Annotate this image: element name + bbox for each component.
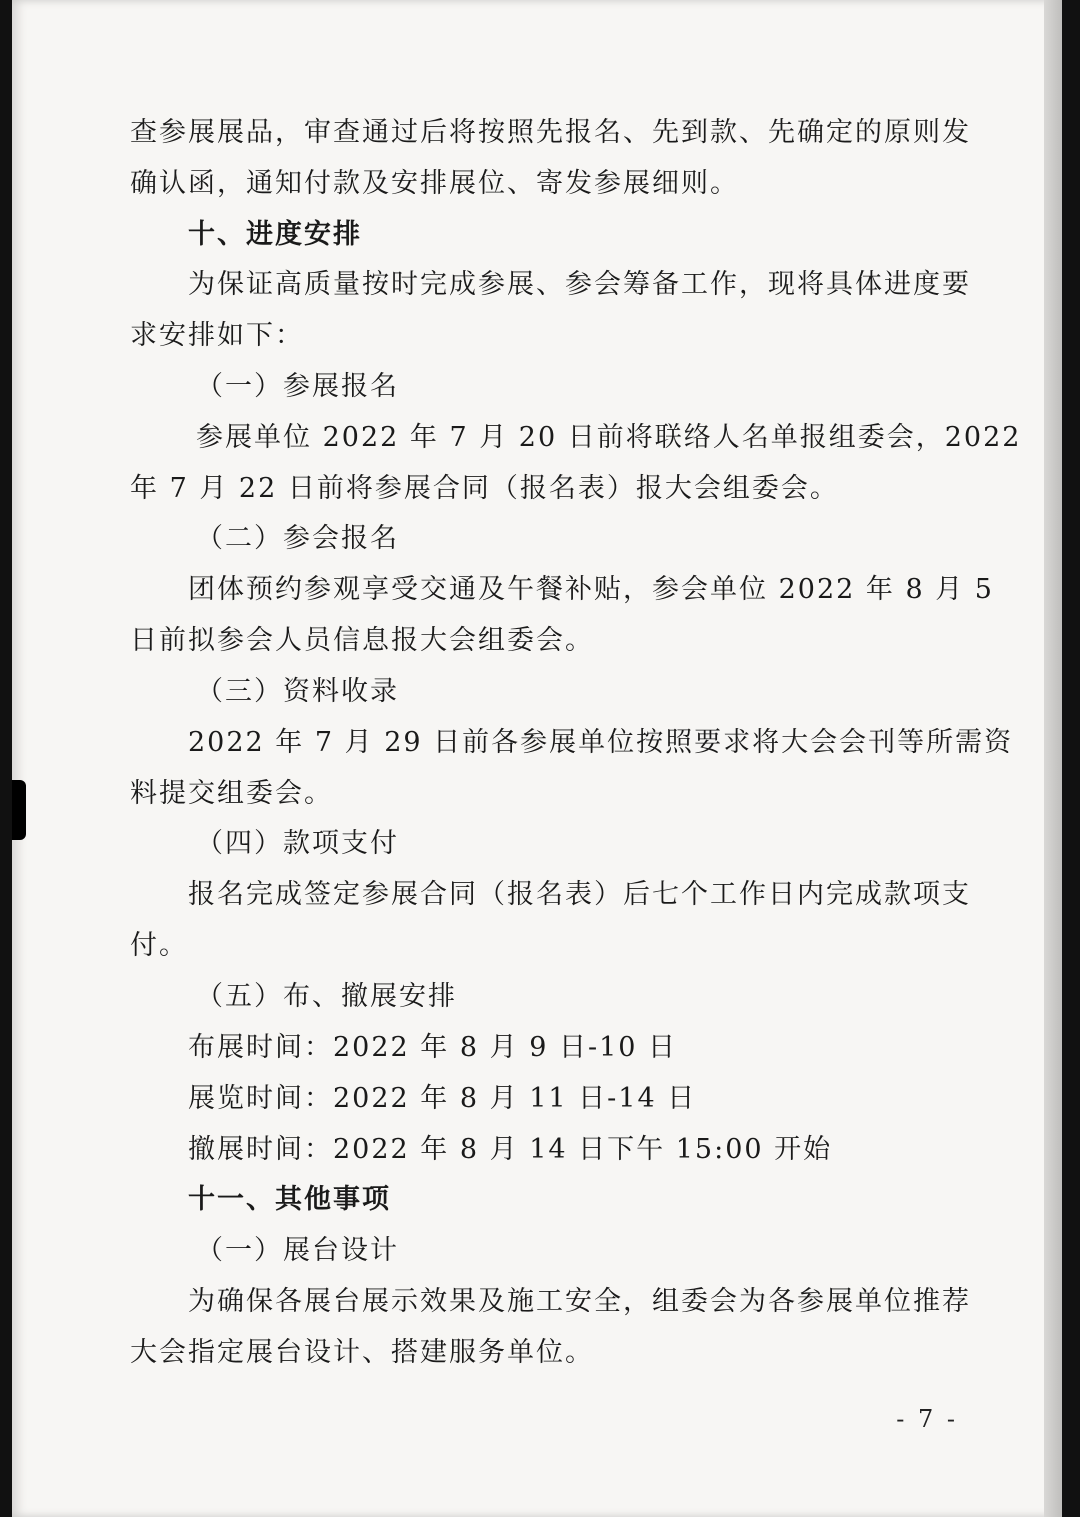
section-heading: 十一、其他事项 <box>188 1184 391 1215</box>
text-line: 付。 <box>130 930 188 961</box>
text-line: 报名完成签定参展合同（报名表）后七个工作日内完成款项支 <box>188 879 971 910</box>
schedule-line: 撤展时间：2022 年 8 月 14 日下午 15:00 开始 <box>188 1134 833 1165</box>
subsection-heading: （五）布、撤展安排 <box>196 981 457 1012</box>
text-line: 料提交组委会。 <box>130 778 333 809</box>
subsection-heading: （三）资料收录 <box>196 676 399 707</box>
text-line: 查参展展品，审查通过后将按照先报名、先到款、先确定的原则发 <box>130 117 971 148</box>
schedule-line: 展览时间：2022 年 8 月 11 日-14 日 <box>188 1083 697 1114</box>
text-line: 年 7 月 22 日前将参展合同（报名表）报大会组委会。 <box>130 473 839 504</box>
text-line: 参展单位 2022 年 7 月 20 日前将联络人名单报组委会，2022 <box>196 422 1022 453</box>
text-line: 确认函，通知付款及安排展位、寄发参展细则。 <box>130 168 739 199</box>
section-heading: 十、进度安排 <box>188 219 362 250</box>
text-line: 为保证高质量按时完成参展、参会筹备工作，现将具体进度要 <box>188 269 971 300</box>
scan-edge-mark <box>12 780 26 840</box>
page-number: - 7 - <box>896 1405 958 1433</box>
subsection-heading: （一）参展报名 <box>196 371 399 402</box>
text-line: 大会指定展台设计、搭建服务单位。 <box>130 1337 594 1368</box>
text-line: 为确保各展台展示效果及施工安全，组委会为各参展单位推荐 <box>188 1286 971 1317</box>
schedule-line: 布展时间：2022 年 8 月 9 日-10 日 <box>188 1032 678 1063</box>
subsection-heading: （一）展台设计 <box>196 1235 399 1266</box>
text-line: 2022 年 7 月 29 日前各参展单位按照要求将大会会刊等所需资 <box>188 727 1014 758</box>
page-edge-shadow <box>1044 0 1062 1517</box>
text-line: 团体预约参观享受交通及午餐补贴，参会单位 2022 年 8 月 5 <box>188 574 994 605</box>
text-line: 求安排如下： <box>130 320 304 351</box>
subsection-heading: （四）款项支付 <box>196 828 399 859</box>
subsection-heading: （二）参会报名 <box>196 523 399 554</box>
text-line: 日前拟参会人员信息报大会组委会。 <box>130 625 594 656</box>
